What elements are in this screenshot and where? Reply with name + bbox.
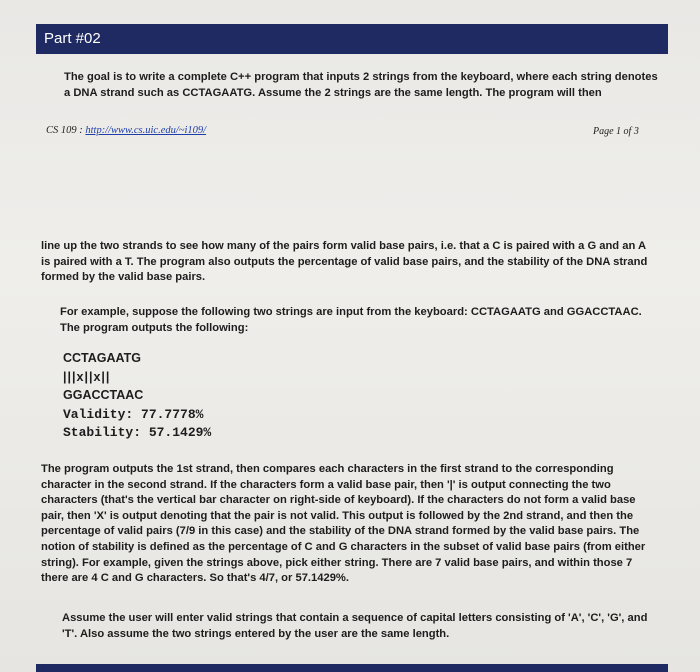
intro-paragraph: The goal is to write a complete C++ program that inputs 2 strings from the keyboard, where each string denotes a DNA strand such as CCTAGAATG. Assume the 2 strings are the same length. The program will then [64, 71, 658, 99]
paragraph-example: For example, suppose the following two strings are input from the keyboard: CCTAGAATG and GGACCTAAC. The program outputs the following: [60, 306, 642, 334]
example-output [63, 351, 211, 444]
course-url-link[interactable]: http://www.cs.uic.edu/~i109/ [85, 125, 207, 136]
pair-markers: |||x||x|| [63, 369, 111, 384]
course-label: CS 109 : [46, 125, 86, 136]
page-footer-course [46, 125, 206, 136]
section-title: Part #02 [44, 30, 101, 47]
paragraph-explanation: The program outputs the 1st strand, then compares each characters in the first strand to the corresponding character in the second strand. If the characters form a valid base pair, then '|' is output connecting the two characters (that's the vertical bar character on right-side of keyboard). If the characters do not form a valid base pair, then 'X' is output denoting that the pair is not valid. This output is followed by the 2nd strand, and then the percentage of valid pairs (7/9 in this case) and the stability of the DNA strand formed by the valid base pairs. The notion of stability is defined as the percentage of C and G characters in the subset of valid base pairs (from either string). For example, given the strings above, pick either string. There are 7 valid base pairs, and within those 7 there are 4 C and G characters. So that's 4/7, or 57.1429%. [41, 463, 646, 585]
paragraph-assumptions: Assume the user will enter valid strings that contain a sequence of capital letters consisting of 'A', 'C', 'G', and 'T'. Also assume the two strings entered by the user are the same length. [62, 612, 648, 640]
bottom-bar [36, 664, 668, 672]
page-number: Page 1 of 3 [593, 126, 639, 137]
validity-line: Validity: 77.7778% [63, 406, 204, 422]
stability-line: Stability: 57.1429% [63, 425, 212, 440]
strand-2: GGACCTAAC [63, 388, 144, 402]
paragraph-base-pairs: line up the two strands to see how many of the pairs form valid base pairs, i.e. that a C is paired with a G and an A is paired with a T. The program also outputs the percentage of valid base pairs, and the stability of the DNA strand formed by the valid base pairs. [41, 240, 648, 284]
strand-1: CCTAGAATG [63, 351, 141, 365]
section-header [36, 24, 668, 54]
